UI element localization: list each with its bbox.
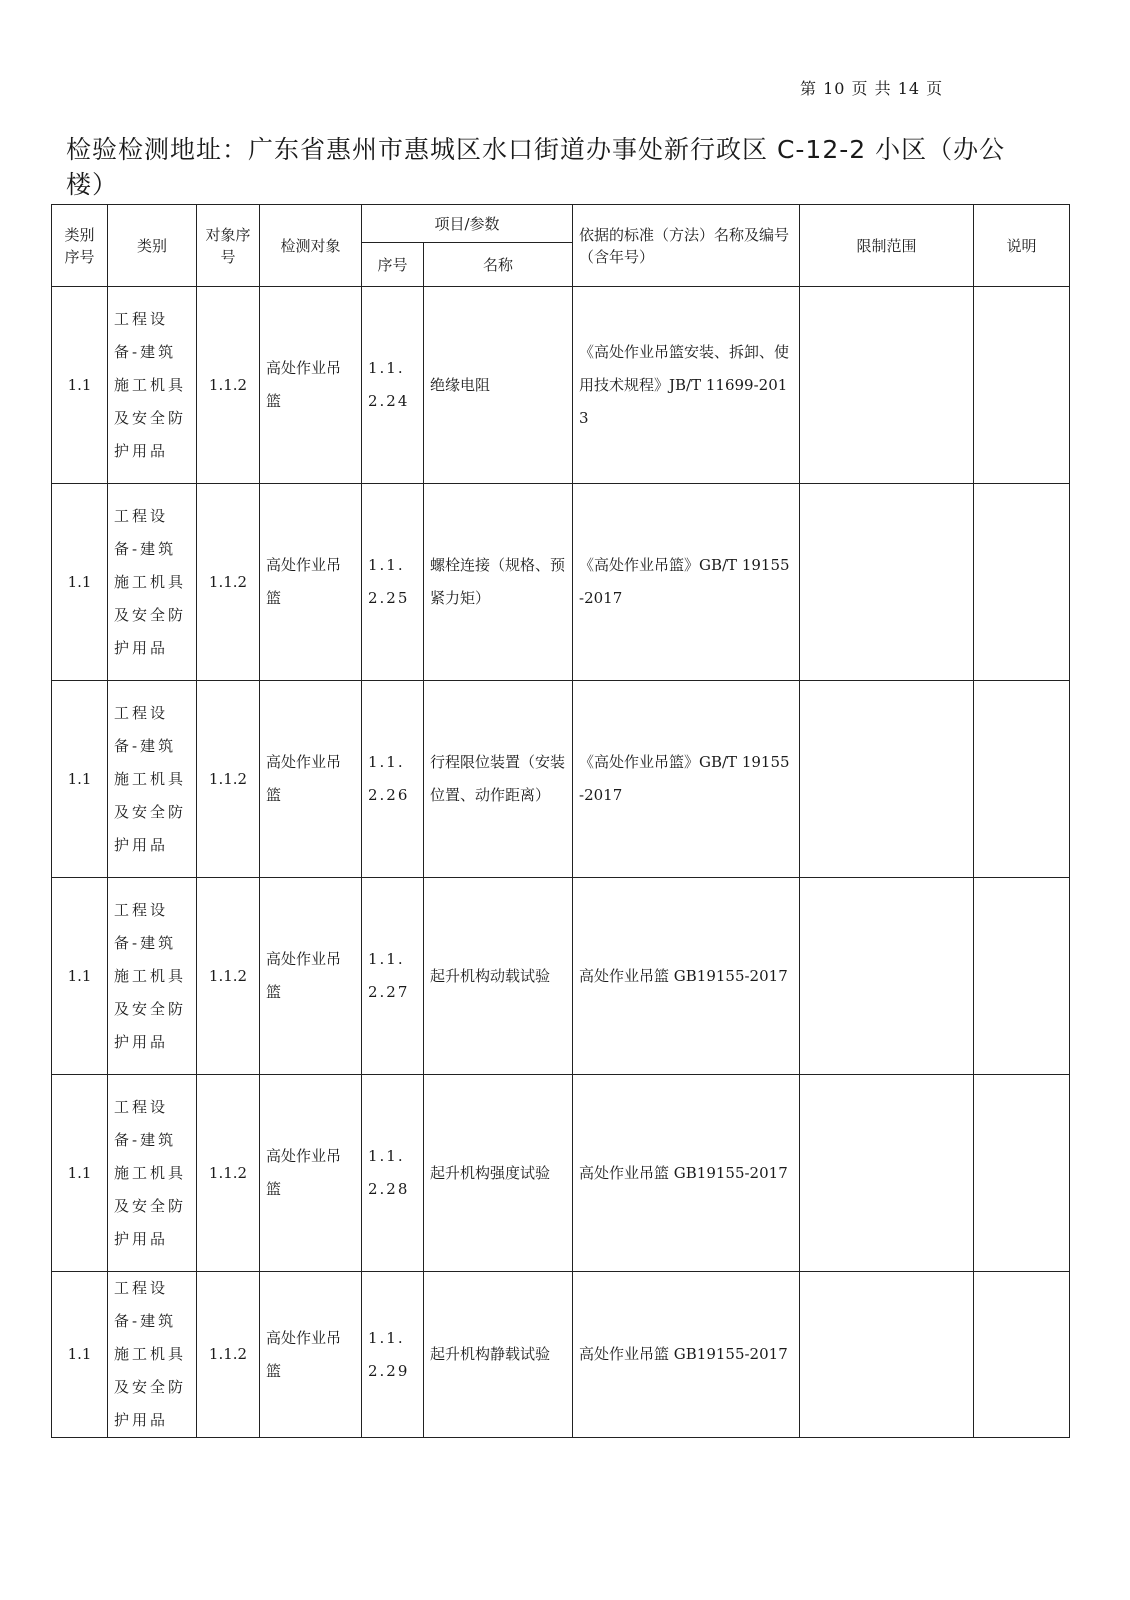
table-row: [52, 484, 1070, 681]
remarks-cell: [974, 1272, 1070, 1438]
item-no-cell: 1.1.2.24: [362, 287, 424, 484]
item-no-cell: 1.1.2.26: [362, 681, 424, 878]
category-cell: 工程设备-建筑施工机具及安全防护用品: [108, 287, 197, 484]
item-name-cell: 起升机构强度试验: [424, 1075, 573, 1272]
limit-range-cell: [800, 681, 974, 878]
header-remarks: 说明: [974, 205, 1070, 287]
limit-range-cell: [800, 878, 974, 1075]
object-cell: 高处作业吊篮: [260, 878, 362, 1075]
limit-range-cell: [800, 1075, 974, 1272]
limit-range-cell: [800, 1272, 974, 1438]
object-no-cell: 1.1.2: [197, 1075, 260, 1272]
object-no-cell: 1.1.2: [197, 681, 260, 878]
header-item-name: 名称: [424, 243, 573, 287]
standard-cell: 《高处作业吊篮安装、拆卸、使用技术规程》JB/T 11699-2013: [573, 287, 800, 484]
inspection-table: [51, 204, 1070, 1438]
object-no-cell: 1.1.2: [197, 878, 260, 1075]
table-row: [52, 1272, 1070, 1438]
header-category: 类别: [108, 205, 197, 287]
item-no-cell: 1.1.2.27: [362, 878, 424, 1075]
table-row: [52, 1075, 1070, 1272]
standard-cell: 高处作业吊篮 GB19155-2017: [573, 878, 800, 1075]
object-cell: 高处作业吊篮: [260, 1272, 362, 1438]
header-limit-range: 限制范围: [800, 205, 974, 287]
item-no-cell: 1.1.2.28: [362, 1075, 424, 1272]
object-cell: 高处作业吊篮: [260, 1075, 362, 1272]
item-name-cell: 起升机构动载试验: [424, 878, 573, 1075]
limit-range-cell: [800, 484, 974, 681]
item-name-cell: 起升机构静载试验: [424, 1272, 573, 1438]
category-cell: 工程设备-建筑施工机具及安全防护用品: [108, 878, 197, 1075]
remarks-cell: [974, 287, 1070, 484]
remarks-cell: [974, 878, 1070, 1075]
object-no-cell: 1.1.2: [197, 1272, 260, 1438]
category-no-cell: 1.1: [52, 1272, 108, 1438]
limit-range-cell: [800, 287, 974, 484]
standard-cell: 高处作业吊篮 GB19155-2017: [573, 1272, 800, 1438]
remarks-cell: [974, 484, 1070, 681]
table-row: [52, 878, 1070, 1075]
object-cell: 高处作业吊篮: [260, 484, 362, 681]
object-no-cell: 1.1.2: [197, 287, 260, 484]
item-no-cell: 1.1.2.25: [362, 484, 424, 681]
header-category-no: 类别序号: [52, 205, 108, 287]
page-number: 第 10 页 共 14 页: [800, 79, 944, 98]
standard-cell: 高处作业吊篮 GB19155-2017: [573, 1075, 800, 1272]
header-object-no: 对象序号: [197, 205, 260, 287]
standard-cell: 《高处作业吊篮》GB/T 19155-2017: [573, 484, 800, 681]
object-cell: 高处作业吊篮: [260, 287, 362, 484]
category-no-cell: 1.1: [52, 878, 108, 1075]
category-no-cell: 1.1: [52, 484, 108, 681]
category-cell: 工程设备-建筑施工机具及安全防护用品: [108, 681, 197, 878]
remarks-cell: [974, 681, 1070, 878]
header-object: 检测对象: [260, 205, 362, 287]
table-row: [52, 287, 1070, 484]
item-no-cell: 1.1.2.29: [362, 1272, 424, 1438]
object-cell: 高处作业吊篮: [260, 681, 362, 878]
header-standard: 依据的标准（方法）名称及编号（含年号）: [573, 205, 800, 287]
remarks-cell: [974, 1075, 1070, 1272]
category-no-cell: 1.1: [52, 287, 108, 484]
item-name-cell: 螺栓连接（规格、预紧力矩）: [424, 484, 573, 681]
test-address: 检验检测地址：广东省惠州市惠城区水口街道办事处新行政区 C-12-2 小区（办公楼）: [66, 135, 1006, 199]
category-no-cell: 1.1: [52, 1075, 108, 1272]
standard-cell: 《高处作业吊篮》GB/T 19155-2017: [573, 681, 800, 878]
item-name-cell: 绝缘电阻: [424, 287, 573, 484]
category-cell: 工程设备-建筑施工机具及安全防护用品: [108, 1075, 197, 1272]
item-name-cell: 行程限位装置（安装位置、动作距离）: [424, 681, 573, 878]
category-cell: 工程设备-建筑施工机具及安全防护用品: [108, 1272, 197, 1438]
category-no-cell: 1.1: [52, 681, 108, 878]
table-row: [52, 681, 1070, 878]
object-no-cell: 1.1.2: [197, 484, 260, 681]
header-item-no: 序号: [362, 243, 424, 287]
header-item-param: 项目/参数: [362, 205, 573, 243]
category-cell: 工程设备-建筑施工机具及安全防护用品: [108, 484, 197, 681]
